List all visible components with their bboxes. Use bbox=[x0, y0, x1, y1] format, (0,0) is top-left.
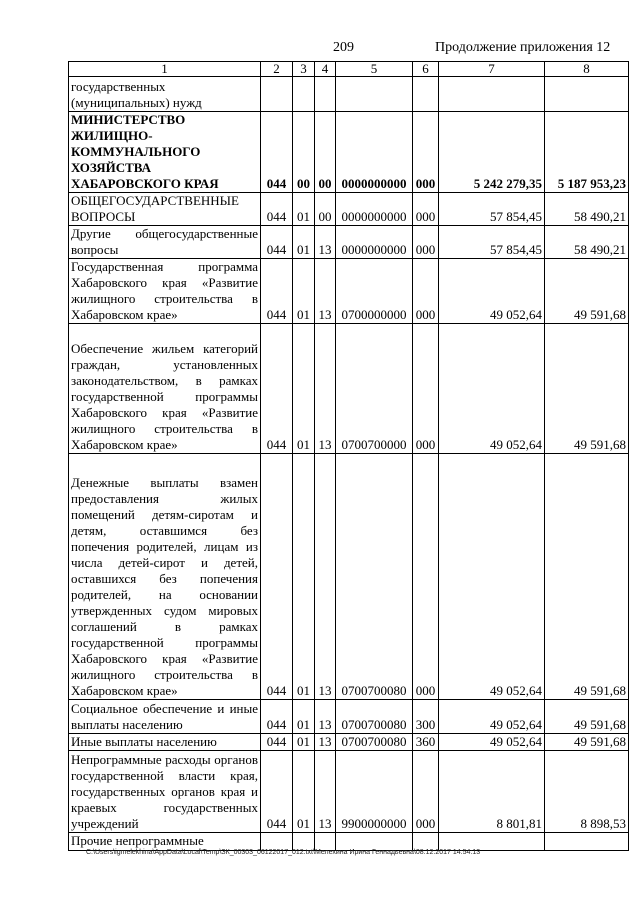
section-code-cell bbox=[293, 77, 315, 112]
column-number: 2 bbox=[261, 62, 293, 77]
amount-year2-cell: 49 591,68 bbox=[545, 734, 629, 751]
expense-type-code-cell: 360 bbox=[413, 734, 439, 751]
amount-year2-cell: 5 187 953,23 bbox=[545, 112, 629, 193]
section-code-cell: 01 bbox=[293, 734, 315, 751]
table-row bbox=[69, 734, 629, 751]
section-code-cell: 01 bbox=[293, 454, 315, 700]
amount-year2-cell: 49 591,68 bbox=[545, 259, 629, 324]
amount-year1-cell: 49 052,64 bbox=[439, 454, 545, 700]
target-item-code-cell: 0000000000 bbox=[336, 226, 413, 259]
name-cell: Социальное обеспечение и иные выплаты населению bbox=[69, 700, 261, 734]
target-item-code-cell: 0000000000 bbox=[336, 193, 413, 226]
section-code-cell: 01 bbox=[293, 259, 315, 324]
table-row bbox=[69, 193, 629, 226]
target-item-code-cell bbox=[336, 833, 413, 851]
name-cell: Прочие непрограммные bbox=[69, 833, 261, 851]
chapter-code-cell: 044 bbox=[261, 734, 293, 751]
budget-table-body bbox=[69, 62, 629, 851]
amount-year1-cell: 49 052,64 bbox=[439, 324, 545, 454]
table-row bbox=[69, 751, 629, 833]
amount-year1-cell: 49 052,64 bbox=[439, 259, 545, 324]
table-row bbox=[69, 226, 629, 259]
table-row bbox=[69, 324, 629, 454]
amount-year2-cell: 58 490,21 bbox=[545, 193, 629, 226]
amount-year2-cell: 8 898,53 bbox=[545, 751, 629, 833]
section-code-cell: 01 bbox=[293, 193, 315, 226]
chapter-code-cell: 044 bbox=[261, 454, 293, 700]
subsection-code-cell: 13 bbox=[315, 454, 336, 700]
target-item-code-cell: 0700700080 bbox=[336, 734, 413, 751]
column-number: 7 bbox=[439, 62, 545, 77]
file-path-footer: C:\Users\igmelekhina\AppData\Local\Temp\ЗК_00303_06122017_012.txt\Мелехина Ирина Геннадьевна\08.12.2017 14:54:13 bbox=[86, 849, 481, 856]
expense-type-code-cell: 000 bbox=[413, 454, 439, 700]
table-row bbox=[69, 454, 629, 700]
table-row bbox=[69, 112, 629, 193]
amount-year2-cell: 49 591,68 bbox=[545, 454, 629, 700]
chapter-code-cell: 044 bbox=[261, 700, 293, 734]
amount-year1-cell: 49 052,64 bbox=[439, 734, 545, 751]
amount-year1-cell bbox=[439, 833, 545, 851]
target-item-code-cell: 0700700080 bbox=[336, 454, 413, 700]
target-item-code-cell: 0700700000 bbox=[336, 324, 413, 454]
name-cell: МИНИСТЕРСТВО ЖИЛИЩНО-КОММУНАЛЬНОГО ХОЗЯЙСТВА ХАБАРОВСКОГО КРАЯ bbox=[69, 112, 261, 193]
amount-year2-cell bbox=[545, 833, 629, 851]
column-numbers-row bbox=[69, 62, 629, 77]
column-number: 3 bbox=[293, 62, 315, 77]
name-cell: Государственная программа Хабаровского края «Развитие жилищного строительства в Хабаровском крае» bbox=[69, 259, 261, 324]
expense-type-code-cell bbox=[413, 833, 439, 851]
column-number: 6 bbox=[413, 62, 439, 77]
column-number: 1 bbox=[69, 62, 261, 77]
target-item-code-cell: 0700000000 bbox=[336, 259, 413, 324]
amount-year1-cell: 5 242 279,35 bbox=[439, 112, 545, 193]
section-code-cell: 01 bbox=[293, 226, 315, 259]
appendix-continuation-header: Продолжение приложения 12 bbox=[435, 40, 611, 55]
name-cell: ОБЩЕГОСУДАРСТВЕННЫЕ ВОПРОСЫ bbox=[69, 193, 261, 226]
column-number: 5 bbox=[336, 62, 413, 77]
expense-type-code-cell: 000 bbox=[413, 324, 439, 454]
amount-year2-cell: 49 591,68 bbox=[545, 324, 629, 454]
amount-year1-cell: 57 854,45 bbox=[439, 193, 545, 226]
chapter-code-cell bbox=[261, 77, 293, 112]
subsection-code-cell: 13 bbox=[315, 734, 336, 751]
target-item-code-cell: 0000000000 bbox=[336, 112, 413, 193]
chapter-code-cell: 044 bbox=[261, 226, 293, 259]
column-number: 8 bbox=[545, 62, 629, 77]
page-number: 209 bbox=[333, 40, 354, 55]
name-cell: Обеспечение жильем категорий граждан, установленных законодательством, в рамках государственной программы Хабаровского края «Развитие жилищного строительства в Хабаровском крае» bbox=[69, 324, 261, 454]
chapter-code-cell: 044 bbox=[261, 259, 293, 324]
section-code-cell bbox=[293, 833, 315, 851]
amount-year2-cell bbox=[545, 77, 629, 112]
amount-year2-cell: 49 591,68 bbox=[545, 700, 629, 734]
expense-type-code-cell: 300 bbox=[413, 700, 439, 734]
table-row bbox=[69, 833, 629, 851]
chapter-code-cell: 044 bbox=[261, 193, 293, 226]
subsection-code-cell bbox=[315, 77, 336, 112]
expense-type-code-cell bbox=[413, 77, 439, 112]
expense-type-code-cell: 000 bbox=[413, 751, 439, 833]
name-cell: Другие общегосударственные вопросы bbox=[69, 226, 261, 259]
subsection-code-cell: 13 bbox=[315, 751, 336, 833]
section-code-cell: 01 bbox=[293, 324, 315, 454]
amount-year1-cell: 8 801,81 bbox=[439, 751, 545, 833]
subsection-code-cell: 13 bbox=[315, 324, 336, 454]
chapter-code-cell bbox=[261, 833, 293, 851]
target-item-code-cell: 9900000000 bbox=[336, 751, 413, 833]
budget-table bbox=[68, 61, 629, 851]
expense-type-code-cell: 000 bbox=[413, 193, 439, 226]
section-code-cell: 01 bbox=[293, 751, 315, 833]
chapter-code-cell: 044 bbox=[261, 112, 293, 193]
section-code-cell: 01 bbox=[293, 700, 315, 734]
chapter-code-cell: 044 bbox=[261, 751, 293, 833]
target-item-code-cell: 0700700080 bbox=[336, 700, 413, 734]
subsection-code-cell: 00 bbox=[315, 193, 336, 226]
table-row bbox=[69, 77, 629, 112]
table-row bbox=[69, 700, 629, 734]
subsection-code-cell: 13 bbox=[315, 700, 336, 734]
name-cell: Денежные выплаты взамен предоставления жилых помещений детям-сиротам и детям, оставшимся без попечения родителей, лицам из числа детей-сирот и детей, оставшихся без попечения родителей, на основании утвержденных судом мировых соглашений в рамках государственной программы Хабаровского края «Развитие жилищного строительства в Хабаровском крае» bbox=[69, 454, 261, 700]
target-item-code-cell bbox=[336, 77, 413, 112]
name-cell: Иные выплаты населению bbox=[69, 734, 261, 751]
name-cell: Непрограммные расходы органов государственной власти края, государственных органов края и краевых государственных учреждений bbox=[69, 751, 261, 833]
amount-year1-cell bbox=[439, 77, 545, 112]
amount-year1-cell: 49 052,64 bbox=[439, 700, 545, 734]
amount-year1-cell: 57 854,45 bbox=[439, 226, 545, 259]
section-code-cell: 00 bbox=[293, 112, 315, 193]
table-row bbox=[69, 259, 629, 324]
subsection-code-cell: 00 bbox=[315, 112, 336, 193]
name-cell: государственных (муниципальных) нужд bbox=[69, 77, 261, 112]
column-number: 4 bbox=[315, 62, 336, 77]
expense-type-code-cell: 000 bbox=[413, 259, 439, 324]
subsection-code-cell bbox=[315, 833, 336, 851]
expense-type-code-cell: 000 bbox=[413, 226, 439, 259]
subsection-code-cell: 13 bbox=[315, 259, 336, 324]
subsection-code-cell: 13 bbox=[315, 226, 336, 259]
chapter-code-cell: 044 bbox=[261, 324, 293, 454]
amount-year2-cell: 58 490,21 bbox=[545, 226, 629, 259]
expense-type-code-cell: 000 bbox=[413, 112, 439, 193]
